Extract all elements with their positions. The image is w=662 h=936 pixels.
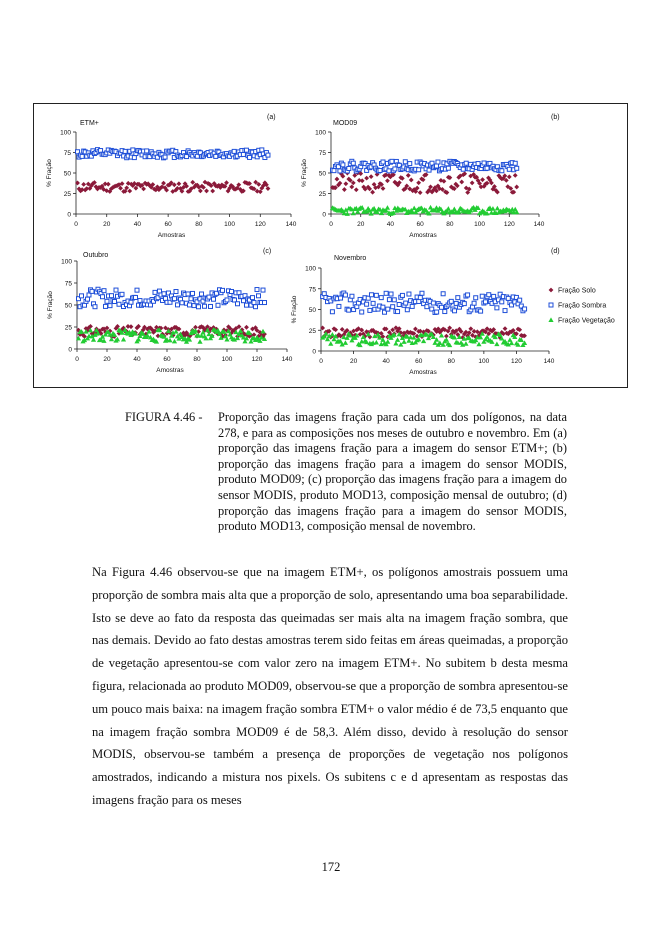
x-axis-label: Amostras xyxy=(409,232,437,239)
data-point xyxy=(393,167,397,171)
data-point xyxy=(230,289,234,293)
y-tick-label: 100 xyxy=(305,265,316,273)
y-tick-label: 75 xyxy=(64,280,72,288)
data-point xyxy=(503,326,508,331)
data-point xyxy=(197,339,202,344)
data-point xyxy=(506,296,510,300)
data-point xyxy=(108,304,112,308)
data-point xyxy=(513,161,517,165)
data-point xyxy=(80,294,84,298)
data-point xyxy=(214,154,218,158)
data-point xyxy=(472,301,476,305)
data-point xyxy=(104,304,108,308)
data-point xyxy=(461,167,465,171)
data-point xyxy=(401,339,406,344)
data-point xyxy=(113,300,117,304)
data-point xyxy=(351,161,355,165)
data-point xyxy=(186,292,190,296)
x-tick-label: 100 xyxy=(478,358,490,365)
data-point xyxy=(252,301,256,305)
data-point xyxy=(189,297,193,301)
data-point xyxy=(127,189,132,194)
data-point xyxy=(386,307,390,311)
data-point xyxy=(418,296,422,300)
data-point xyxy=(391,305,395,309)
data-point xyxy=(242,299,246,303)
data-point xyxy=(369,293,373,297)
data-point xyxy=(185,155,189,159)
data-point xyxy=(474,296,478,300)
x-tick-label: 100 xyxy=(474,221,486,228)
data-point xyxy=(463,341,468,346)
panel-title: MOD09 xyxy=(333,120,358,127)
data-point xyxy=(114,288,118,292)
data-point xyxy=(123,149,127,153)
x-tick-label: 20 xyxy=(349,358,358,365)
data-point xyxy=(371,301,375,305)
x-tick-label: 60 xyxy=(415,358,423,365)
data-point xyxy=(374,340,379,345)
data-point xyxy=(93,305,97,309)
data-point xyxy=(416,180,421,185)
data-point xyxy=(180,301,184,305)
x-tick-label: 20 xyxy=(357,221,365,228)
data-point xyxy=(260,329,265,334)
y-tick-label: 50 xyxy=(318,170,326,178)
data-point xyxy=(254,305,258,309)
data-point xyxy=(374,293,378,297)
data-point xyxy=(446,166,450,170)
data-point xyxy=(365,302,369,306)
legend-marker xyxy=(549,288,554,293)
y-axis-label: % Fração xyxy=(46,159,53,187)
panel-letter: (b) xyxy=(551,114,560,121)
data-point xyxy=(470,181,475,186)
data-point xyxy=(453,309,457,313)
x-tick-label: 0 xyxy=(319,358,323,365)
data-point xyxy=(207,295,211,299)
x-tick-label: 0 xyxy=(329,221,333,228)
data-point xyxy=(86,297,90,301)
y-tick-label: 0 xyxy=(322,211,326,219)
data-point xyxy=(255,288,259,292)
data-point xyxy=(188,303,192,307)
x-axis-label: Amostras xyxy=(157,232,186,239)
data-point xyxy=(369,174,374,179)
y-axis-label: % Fração xyxy=(291,295,298,324)
x-tick-label: 120 xyxy=(251,356,263,363)
data-point xyxy=(492,294,496,298)
x-tick-label: 0 xyxy=(74,221,78,228)
y-tick-label: 0 xyxy=(68,346,72,354)
y-tick-label: 25 xyxy=(318,191,326,198)
data-point xyxy=(197,305,201,309)
data-point xyxy=(190,180,195,185)
data-point xyxy=(434,164,438,168)
data-point xyxy=(431,301,435,305)
data-point xyxy=(191,291,195,295)
data-point xyxy=(261,288,265,292)
data-point xyxy=(343,293,347,297)
data-point xyxy=(241,152,245,156)
y-tick-label: 25 xyxy=(308,327,316,335)
data-point xyxy=(385,178,390,183)
x-tick-label: 60 xyxy=(163,356,171,363)
data-point xyxy=(328,341,333,346)
data-point xyxy=(260,148,264,152)
data-point xyxy=(436,160,440,164)
data-point xyxy=(172,339,177,344)
data-point xyxy=(174,290,178,294)
data-point xyxy=(90,289,94,293)
data-point xyxy=(80,154,84,158)
data-point xyxy=(409,178,414,183)
data-point xyxy=(221,288,225,292)
panel-title: ETM+ xyxy=(80,120,99,127)
legend-label: Fração Vegetação xyxy=(558,317,615,325)
data-point xyxy=(381,186,386,191)
data-point xyxy=(176,181,181,186)
x-tick-label: 40 xyxy=(133,356,141,363)
data-point xyxy=(507,167,511,171)
panel-letter: (c) xyxy=(263,248,272,255)
data-point xyxy=(132,156,136,160)
data-point xyxy=(330,332,335,337)
x-tick-label: 80 xyxy=(195,221,203,228)
data-point xyxy=(441,292,445,296)
data-point xyxy=(245,303,249,307)
data-point xyxy=(495,306,499,310)
caption-label: FIGURA 4.46 - xyxy=(125,410,203,424)
data-point xyxy=(435,310,439,314)
data-point xyxy=(360,178,365,183)
page-number: 172 xyxy=(321,860,341,874)
body-paragraph: Na Figura 4.46 observou-se que na imagem ETM+, os polígonos amostrais possuem uma proporção de sombra mais alta que a proporção de solo, apresentando uma boa separabilidade. Isto se deve ao fato da resposta das queimadas ser mais alta na imagem fração sombra, que nas demais. Devido ao fato destas amostras terem sido feitas em áreas queimadas, a proporção de vegetação apresentou-se com valor zero na imagem ETM+. No subitem b desta mesma figura, relacionada ao produto MOD09, observou-se que a proporção de sombra apresentou-se um pouco mais baixa: na imagem fração sombra ETM+ o valor médio é de 73,5 enquanto que na imagem fração sombra MOD09 é de 58,3. Além disso, devido à resolução do sensor MODIS, observou-se também a presença de proporções de vegetação nos polígonos amostrados, indicando a mistura nos pixels. Os subitens c e d apresentam as respostas das imagens fração para os meses xyxy=(92,565,568,807)
data-point xyxy=(232,149,236,153)
data-point xyxy=(523,307,527,311)
data-point xyxy=(343,340,348,345)
data-point xyxy=(251,296,255,300)
data-point xyxy=(341,163,345,167)
data-point xyxy=(339,296,343,300)
data-point xyxy=(364,176,369,181)
data-point xyxy=(403,160,407,164)
data-point xyxy=(120,292,124,296)
data-point xyxy=(204,189,209,194)
x-tick-label: 60 xyxy=(416,221,424,228)
x-axis-label: Amostras xyxy=(156,367,184,374)
data-point xyxy=(494,341,499,346)
data-point xyxy=(387,169,391,173)
data-point xyxy=(476,162,480,166)
data-point xyxy=(459,180,464,185)
y-tick-label: 0 xyxy=(67,211,71,219)
data-point xyxy=(500,169,504,173)
data-point xyxy=(500,300,504,304)
data-point xyxy=(515,166,519,170)
data-point xyxy=(385,205,390,210)
data-point xyxy=(483,300,487,304)
data-point xyxy=(485,166,489,170)
data-point xyxy=(417,168,421,172)
data-point xyxy=(105,299,109,303)
data-point xyxy=(212,297,216,301)
x-tick-label: 140 xyxy=(543,358,555,365)
x-tick-label: 140 xyxy=(281,356,293,363)
x-tick-label: 20 xyxy=(103,221,111,228)
legend-marker xyxy=(548,317,553,322)
y-axis-label: % Fração xyxy=(301,159,308,187)
data-point xyxy=(244,148,248,152)
data-point xyxy=(360,310,364,314)
data-point xyxy=(381,305,385,309)
data-point xyxy=(370,190,375,195)
data-point xyxy=(397,302,401,306)
data-point xyxy=(163,155,167,159)
data-point xyxy=(420,291,424,295)
data-point xyxy=(392,298,396,302)
legend-marker xyxy=(549,303,553,307)
x-tick-label: 140 xyxy=(285,221,297,228)
data-point xyxy=(480,294,484,298)
data-point xyxy=(390,159,394,163)
x-tick-label: 80 xyxy=(447,358,455,365)
panel-title: Outubro xyxy=(83,252,109,259)
data-point xyxy=(368,308,372,312)
y-tick-label: 25 xyxy=(64,324,72,332)
data-point xyxy=(330,310,334,314)
y-tick-label: 100 xyxy=(315,129,326,137)
data-point xyxy=(117,302,121,306)
data-point xyxy=(332,169,336,173)
data-point xyxy=(129,324,134,329)
y-tick-label: 100 xyxy=(61,258,72,266)
data-point xyxy=(462,302,466,306)
x-tick-label: 80 xyxy=(193,356,201,363)
data-point xyxy=(153,290,157,294)
data-point xyxy=(121,337,126,342)
data-point xyxy=(266,153,270,157)
x-tick-label: 60 xyxy=(164,221,172,228)
data-point xyxy=(410,304,414,308)
data-point xyxy=(408,162,412,166)
data-point xyxy=(337,304,341,308)
data-point xyxy=(176,303,180,307)
x-tick-label: 100 xyxy=(221,356,233,363)
data-point xyxy=(135,288,139,292)
x-tick-label: 120 xyxy=(503,221,515,228)
panel-title: Novembro xyxy=(334,255,367,262)
panel-letter: (a) xyxy=(267,114,276,121)
y-tick-label: 50 xyxy=(63,170,71,178)
y-tick-label: 75 xyxy=(308,286,316,294)
y-tick-label: 25 xyxy=(63,191,71,198)
data-point xyxy=(396,310,400,314)
data-point xyxy=(378,168,382,172)
data-point xyxy=(479,309,483,313)
x-tick-label: 140 xyxy=(533,221,545,228)
data-point xyxy=(354,187,359,192)
data-point xyxy=(487,293,491,297)
data-point xyxy=(216,303,220,307)
y-tick-label: 50 xyxy=(64,302,72,310)
data-point xyxy=(427,168,431,172)
data-point xyxy=(129,300,133,304)
data-point xyxy=(106,182,111,187)
data-point xyxy=(513,173,518,178)
data-point xyxy=(200,292,204,296)
data-point xyxy=(209,304,213,308)
data-point xyxy=(338,169,342,173)
data-point xyxy=(507,174,512,179)
y-tick-label: 100 xyxy=(60,129,71,137)
figure-caption xyxy=(125,410,567,535)
figure-4-46 xyxy=(33,103,628,388)
data-point xyxy=(412,206,417,211)
data-point xyxy=(395,337,400,342)
data-point xyxy=(257,294,261,298)
data-point xyxy=(343,181,348,186)
y-tick-label: 75 xyxy=(63,150,71,157)
data-point xyxy=(101,295,105,299)
data-point xyxy=(468,326,473,331)
data-point xyxy=(482,161,486,165)
x-tick-label: 120 xyxy=(254,221,266,228)
y-tick-label: 75 xyxy=(318,150,326,157)
data-point xyxy=(350,294,354,298)
data-point xyxy=(476,342,481,347)
data-point xyxy=(425,305,429,309)
data-point xyxy=(440,305,444,309)
data-point xyxy=(347,167,351,171)
data-point xyxy=(236,302,240,306)
data-point xyxy=(349,184,354,189)
data-point xyxy=(446,206,451,211)
data-point xyxy=(145,149,149,153)
data-point xyxy=(110,294,114,298)
data-point xyxy=(466,293,470,297)
data-point xyxy=(162,292,166,296)
data-point xyxy=(406,173,411,178)
panel-letter: (d) xyxy=(551,248,560,255)
y-axis-label: % Fração xyxy=(47,291,54,319)
caption-text: Proporção das imagens fração para cada um dos polígonos, na data 278, e para as composições nos meses de outubro e novembro. Em (a) proporção das imagens fração para a imagem do sensor ETM+; (b) proporção das imagens fração para a imagem do sensor MODIS, produto MOD09; (c) proporção das imagens fração para a imagem do sensor MODIS, produto MOD13, composição mensal de outubro; (d) proporção das imagens fração para a imagem do sensor MODIS, produto MOD13, composição mensal de novembro. xyxy=(218,410,567,534)
data-point xyxy=(495,206,500,211)
data-point xyxy=(173,297,177,301)
x-tick-label: 80 xyxy=(446,221,454,228)
data-point xyxy=(387,298,391,302)
x-tick-label: 0 xyxy=(75,356,79,363)
data-point xyxy=(400,293,404,297)
data-point xyxy=(102,289,106,293)
data-point xyxy=(134,295,138,299)
data-point xyxy=(518,298,522,302)
x-tick-label: 20 xyxy=(103,356,111,363)
x-axis-label: Amostras xyxy=(409,369,437,376)
data-point xyxy=(404,301,408,305)
data-point xyxy=(384,291,388,295)
data-point xyxy=(248,155,252,159)
data-point xyxy=(225,298,229,302)
data-point xyxy=(263,301,267,305)
data-point xyxy=(449,299,453,303)
y-tick-label: 50 xyxy=(308,307,316,314)
x-tick-label: 40 xyxy=(382,358,390,365)
data-point xyxy=(347,308,351,312)
data-point xyxy=(210,189,215,194)
data-point xyxy=(443,310,447,314)
x-tick-label: 40 xyxy=(386,221,395,228)
data-point xyxy=(503,309,507,313)
legend-label: Fração Sombra xyxy=(558,302,607,310)
x-tick-label: 40 xyxy=(133,221,142,228)
data-point xyxy=(244,325,249,330)
data-point xyxy=(464,161,468,165)
x-tick-label: 120 xyxy=(510,358,522,365)
y-tick-label: 0 xyxy=(312,348,316,356)
data-point xyxy=(407,292,411,296)
legend-label: Fração Solo xyxy=(558,287,596,295)
x-tick-label: 100 xyxy=(224,221,236,228)
data-point xyxy=(405,308,409,312)
data-point xyxy=(456,296,460,300)
data-point xyxy=(342,187,347,192)
data-point xyxy=(379,296,383,300)
data-point xyxy=(418,190,423,195)
figure-scatter-plots xyxy=(34,104,627,387)
data-point xyxy=(81,182,86,187)
data-point xyxy=(203,304,207,308)
data-point xyxy=(381,160,385,164)
data-point xyxy=(480,177,485,182)
data-point xyxy=(514,185,519,190)
data-point xyxy=(389,292,393,296)
data-point xyxy=(421,339,426,344)
data-point xyxy=(335,177,340,182)
